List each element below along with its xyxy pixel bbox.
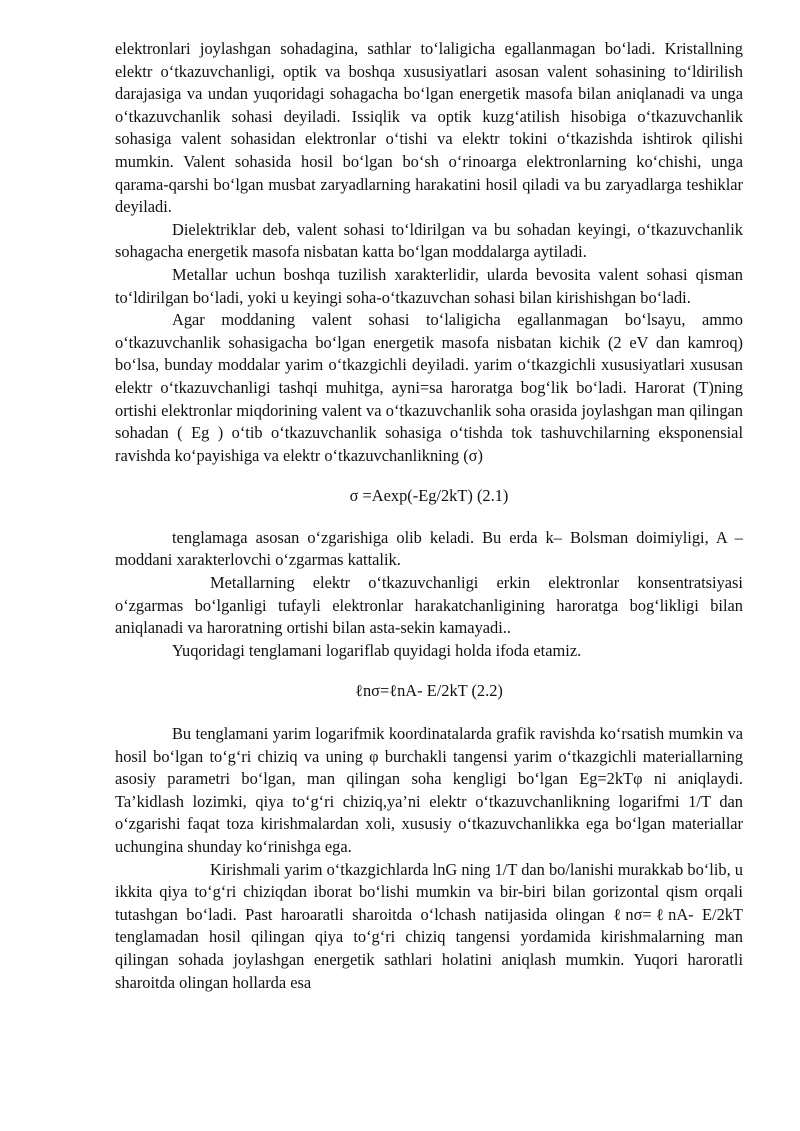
paragraph-equation-explanation: tenglamaga asosan o‘zgarishiga olib keladi. Bu erda k– Bolsman doimiyligi, A – moddani xarakterlovchi o‘zgarmas kattalik.	[115, 527, 743, 570]
paragraph-band-theory: elektronlari joylashgan sohadagina, sathlar to‘laligicha egallanmagan bo‘ladi. Kristallning elektr o‘tkazuvchanligi, optik va boshqa xususiyatlari asosan valent sohasining to‘ldirilish darajasiga va undan yuqoridagi sohagacha bo‘lgan energetik masofa bilan aniqlanadi va unga o‘tkazuvchanlik sohasi deyiladi. Issiqlik va optik kuzg‘atilish hisobiga o‘tkazuvchanlik sohasiga valent sohasidan elektronlar o‘tishi va elektr tokini o‘tkazishda ishtirok qilishi mumkin. Valent sohasida hosil bo‘lgan bo‘sh o‘rinoarga elektronlarning ko‘chishi, unga qarama-qarshi bo‘lgan musbat zaryadlarning harakatini hosil qiladi va bu zaryadlarga teshiklar deyiladi.	[115, 39, 743, 217]
paragraph-graph-method: Bu tenglamani yarim logarifmik koordinatalarda grafik ravishda ko‘rsatish mumkin va hosil bo‘lgan to‘g‘ri chiziq va uning φ burchakli tangensi yarim o‘tkazgichli materiallarning asosiy parametri bo‘lgan, man qilingan soha kengligi bo‘lgan Eg=2kTφ ni aniqlaydi. Ta’kidlash lozimki, qiya to‘g‘ri chiziq,ya’ni elektr o‘tkazuvchanlikning logarifmi 1/T dan o‘zgarishi faqat toza kirishmalardan xoli, xususiy o‘tkazuvchanlikka ega bo‘lgan materiallar uchungina shunday ko‘rinishga ega.	[115, 724, 743, 856]
paragraph-semiconductors: Agar moddaning valent sohasi to‘laligicha egallanmagan bo‘lsayu, ammo o‘tkazuvchanlik sohasigacha bo‘lgan energetik masofa nisbatan kichik (2 eV dan kamroq) bo‘lsa, bunday moddalar yarim o‘tkazgichli deyiladi. yarim o‘tkazgichli xususiyatlari xususan elektr o‘tkazuvchanligi tashqi muhitga, ayni=sa haroratga bog‘lik bo‘ladi. Harorat (T)ning ortishi elektronlar miqdorining valent va o‘tkazuvchanlik soha orasida joylashgan man qilingan sohadan ( Eg ) o‘tib o‘tkazuvchanlik sohasiga o‘tishda tok tashuvchilarning eksponensial ravishda ko‘payishiga va elektr o‘tkazuvchanlikning (σ)	[115, 310, 743, 465]
paragraph-dielectrics: Dielektriklar deb, valent sohasi to‘ldirilgan va bu sohadan keyingi, o‘tkazuvchanlik sohagacha energetik masofa nisbatan katta bo‘lgan moddalarga aytiladi.	[115, 219, 743, 262]
equation-2-1: σ =Aexp(-Eg/2kT) (2.1)	[349, 486, 509, 506]
paragraph-metal-conductivity: Metallarning elektr o‘tkazuvchanligi erkin elektronlar konsentratsiyasi o‘zgarmas bo‘lganligi tufayli elektronlar harakatchanligining haroratga bog‘likligi bilan aniqlanadi va haroratning ortishi bilan asta-sekin kamayadi..	[115, 573, 743, 638]
paragraph-metals: Metallar uchun boshqa tuzilish xarakterlidir, ularda bevosita valent sohasi qisman to‘ldirilgan bo‘ladi, yoki u keyingi soha-o‘tkazuvchan sohasi bilan kirishishgan bo‘ladi.	[115, 264, 743, 307]
paragraph-logarithm-intro: Yuqoridagi tenglamani logariflab quyidagi holda ifoda etamiz.	[172, 640, 582, 660]
paragraph-impurity-semiconductors: Kirishmali yarim o‘tkazgichlarda lnG ning 1/T dan bo/lanishi murakkab bo‘lib, u ikkita qiya to‘g‘ri chiziqdan iborat bo‘lishi mumkin va bir-biri bilan gorizontal qism orqali tutashgan bo‘ladi. Past haroaratli sharoitda o‘lchash natijasida olingan ℓnσ=ℓnA- E/2kT tenglamadan hosil qilingan qiya to‘g‘ri chiziq tangensi yordamida kirishmalarning man qilingan sohada joylashgan energetik sathlari holatini aniqlash mumkin. Yuqori haroratli sharoitda olingan hollarda esa	[115, 859, 743, 992]
equation-2-2: ℓnσ=ℓnA- E/2kT (2.2)	[355, 681, 503, 701]
